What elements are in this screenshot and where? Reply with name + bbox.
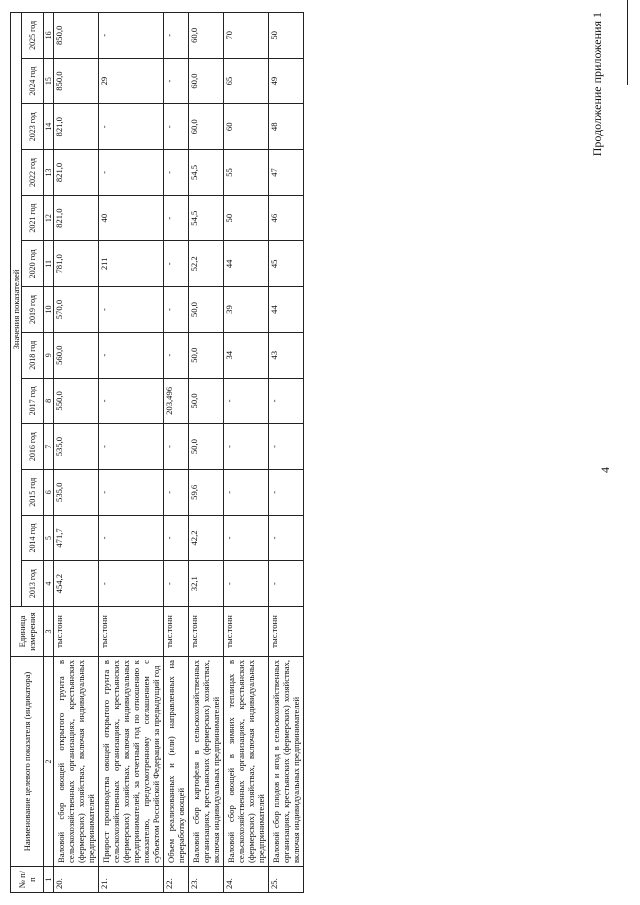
value-cell: 50 <box>269 12 304 58</box>
header-rule <box>627 0 628 85</box>
indicator-name: Валовой сбор овощей открытого грунта в сельскохозяйственных организациях, крестьянских (фермерских) хозяйствах, включая индивидуальных предпринимателей <box>54 657 99 867</box>
value-cell: 454,2 <box>54 561 99 607</box>
value-cell: - <box>99 469 164 515</box>
unit-cell: тыс.тонн <box>189 607 224 657</box>
value-cell: - <box>269 424 304 470</box>
value-cell: 32,1 <box>189 561 224 607</box>
column-number: 8 <box>44 378 54 424</box>
column-number: 5 <box>44 515 54 561</box>
year-header: 2013 год <box>22 561 44 607</box>
year-header: 2019 год <box>22 287 44 333</box>
value-cell: 60 <box>224 104 269 150</box>
value-cell: 52,2 <box>189 241 224 287</box>
value-cell: 471,7 <box>54 515 99 561</box>
value-cell: 40 <box>99 195 164 241</box>
value-cell: 54,5 <box>189 195 224 241</box>
value-cell: 570,0 <box>54 287 99 333</box>
unit-cell: тыс.тонн <box>99 607 164 657</box>
value-cell: 65 <box>224 58 269 104</box>
value-cell: 821,0 <box>54 195 99 241</box>
value-cell: 44 <box>269 287 304 333</box>
value-cell: 34 <box>224 332 269 378</box>
column-number: 11 <box>44 241 54 287</box>
value-cell: - <box>164 515 189 561</box>
value-cell: - <box>224 561 269 607</box>
value-cell: - <box>224 469 269 515</box>
year-header: 2021 год <box>22 195 44 241</box>
value-cell: - <box>99 287 164 333</box>
table-row <box>99 12 164 892</box>
value-cell: 50,0 <box>189 378 224 424</box>
unit-cell: тыс.тонн <box>224 607 269 657</box>
column-number: 12 <box>44 195 54 241</box>
value-cell: - <box>164 58 189 104</box>
value-cell: - <box>164 332 189 378</box>
value-cell: - <box>164 195 189 241</box>
value-cell: 50 <box>224 195 269 241</box>
column-number: 10 <box>44 287 54 333</box>
indicator-name: Валовой сбор картофеля в сельскохозяйственных организациях, крестьянских (фермерских) хозяйствах, включая индивидуальных предпринимателей <box>189 657 224 867</box>
value-cell: 42,2 <box>189 515 224 561</box>
value-cell: 47 <box>269 150 304 196</box>
value-cell: 781,0 <box>54 241 99 287</box>
value-cell: 46 <box>269 195 304 241</box>
indicator-name: Объем реализованных и (или) направленных на переработку овощей <box>164 657 189 867</box>
value-cell: - <box>269 469 304 515</box>
value-cell: - <box>164 12 189 58</box>
row-number: 22. <box>164 867 189 893</box>
value-cell: - <box>164 561 189 607</box>
row-number: 21. <box>99 867 164 893</box>
value-cell: - <box>99 332 164 378</box>
value-cell: 44 <box>224 241 269 287</box>
row-number: 23. <box>189 867 224 893</box>
row-number: 24. <box>224 867 269 893</box>
value-cell: 211 <box>99 241 164 287</box>
value-cell: - <box>99 561 164 607</box>
value-cell: 59,6 <box>189 469 224 515</box>
year-header: 2016 год <box>22 424 44 470</box>
column-number: 2 <box>44 657 54 867</box>
table-row <box>54 12 99 892</box>
unit-cell: тыс.тонн <box>164 607 189 657</box>
value-cell: - <box>224 378 269 424</box>
value-cell: - <box>99 424 164 470</box>
value-cell: - <box>99 378 164 424</box>
value-cell: 50,0 <box>189 332 224 378</box>
year-header: 2023 год <box>22 104 44 150</box>
year-header: 2017 год <box>22 378 44 424</box>
column-number: 7 <box>44 424 54 470</box>
column-number: 13 <box>44 150 54 196</box>
value-cell: 48 <box>269 104 304 150</box>
value-cell: - <box>164 150 189 196</box>
value-cell: - <box>224 424 269 470</box>
value-cell: 850,0 <box>54 12 99 58</box>
value-cell: 60,0 <box>189 12 224 58</box>
column-number: 1 <box>44 867 54 893</box>
year-header: 2015 год <box>22 469 44 515</box>
value-cell: - <box>164 469 189 515</box>
value-cell: 54,5 <box>189 150 224 196</box>
value-cell: 49 <box>269 58 304 104</box>
year-header: 2022 год <box>22 150 44 196</box>
value-cell: 70 <box>224 12 269 58</box>
value-cell: 45 <box>269 241 304 287</box>
value-cell: - <box>164 287 189 333</box>
value-cell: 550,0 <box>54 378 99 424</box>
year-header: 2024 год <box>22 58 44 104</box>
value-cell: - <box>269 561 304 607</box>
value-cell: 60,0 <box>189 58 224 104</box>
value-cell: - <box>224 515 269 561</box>
value-cell: 560,0 <box>54 332 99 378</box>
header-no: № п/п <box>11 867 44 893</box>
page-number: 4 <box>598 467 612 473</box>
value-cell: - <box>99 150 164 196</box>
appendix-continuation-note: Продолжение приложения 1 <box>590 12 604 157</box>
indicator-name: Валовой сбор овощей в зимних теплицах в сельскохозяйственных организациях, крестьянских (фермерских) хозяйствах, включая индивидуальных предпринимателей <box>224 657 269 867</box>
value-cell: - <box>99 515 164 561</box>
header-unit: Единица измерения <box>11 607 44 657</box>
value-cell: - <box>269 378 304 424</box>
value-cell: - <box>164 241 189 287</box>
table-body <box>54 12 304 892</box>
unit-cell: тыс.тонн <box>269 607 304 657</box>
column-number: 16 <box>44 12 54 58</box>
unit-cell: тыс.тонн <box>54 607 99 657</box>
column-number: 6 <box>44 469 54 515</box>
year-header: 2014 год <box>22 515 44 561</box>
row-number: 20. <box>54 867 99 893</box>
value-cell: - <box>99 12 164 58</box>
column-number-row <box>44 12 54 892</box>
table-row <box>269 12 304 892</box>
value-cell: 50,0 <box>189 424 224 470</box>
indicators-table <box>10 12 304 893</box>
indicator-name: Валовой сбор плодов и ягод в сельскохозяйственных организациях, крестьянских (фермерских) хозяйствах, включая индивидуальных предпринимателей <box>269 657 304 867</box>
year-header: 2020 год <box>22 241 44 287</box>
value-cell: 60,0 <box>189 104 224 150</box>
value-cell: - <box>99 104 164 150</box>
table-row <box>164 12 189 892</box>
value-cell: - <box>164 424 189 470</box>
table-row <box>189 12 224 892</box>
row-number: 25. <box>269 867 304 893</box>
year-header: 2025 год <box>22 12 44 58</box>
column-number: 9 <box>44 332 54 378</box>
header-values-group: Значения показателей <box>11 12 22 606</box>
value-cell: 821,0 <box>54 150 99 196</box>
value-cell: 821,0 <box>54 104 99 150</box>
column-number: 14 <box>44 104 54 150</box>
column-number: 4 <box>44 561 54 607</box>
column-number: 15 <box>44 58 54 104</box>
value-cell: 203,496 <box>164 378 189 424</box>
column-number: 3 <box>44 607 54 657</box>
value-cell: 55 <box>224 150 269 196</box>
indicator-name: Прирост производства овощей открытого грунта в сельскохозяйственных организациях, крестьянских (фермерских) хозяйствах, включая индивидуальных предпринимателей, за отчетный год по отношению к показателю, предусмотренному соглашением с субъектом Российской Федерации за предыдущий год <box>99 657 164 867</box>
value-cell: 535,0 <box>54 424 99 470</box>
value-cell: - <box>269 515 304 561</box>
value-cell: - <box>164 104 189 150</box>
value-cell: 43 <box>269 332 304 378</box>
value-cell: 535,0 <box>54 469 99 515</box>
year-header: 2018 год <box>22 332 44 378</box>
value-cell: 39 <box>224 287 269 333</box>
value-cell: 29 <box>99 58 164 104</box>
table-row <box>224 12 269 892</box>
value-cell: 50,0 <box>189 287 224 333</box>
value-cell: 850,0 <box>54 58 99 104</box>
header-name: Наименование целевого показателя (индикатора) <box>11 657 44 867</box>
